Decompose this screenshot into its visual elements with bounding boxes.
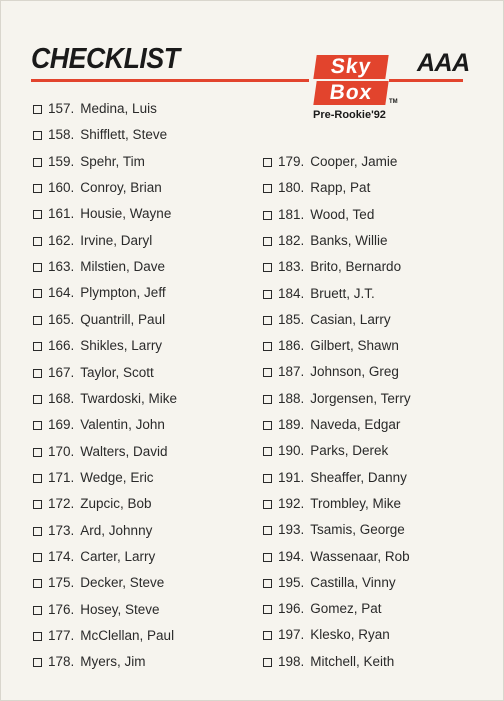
checkbox-icon[interactable] xyxy=(33,342,42,351)
card-number: 165. xyxy=(48,311,75,327)
checklist-item[interactable] xyxy=(33,548,155,566)
checkbox-icon[interactable] xyxy=(33,658,42,667)
player-name: Taylor, Scott xyxy=(80,364,154,380)
player-name: Jorgensen, Terry xyxy=(310,390,411,406)
checklist-item[interactable] xyxy=(33,337,162,355)
card-number: 180. xyxy=(278,180,305,196)
card-number: 185. xyxy=(278,311,305,327)
player-name: Bruett, J.T. xyxy=(310,285,375,301)
checklist-item[interactable] xyxy=(33,390,177,408)
player-name: Myers, Jim xyxy=(80,654,146,670)
player-name: Brito, Bernardo xyxy=(310,259,402,275)
checklist-item[interactable] xyxy=(263,206,374,224)
checkbox-icon[interactable] xyxy=(33,606,42,615)
card-number: 177. xyxy=(48,628,75,643)
player-name: Banks, Willie xyxy=(310,232,388,248)
checkbox-icon[interactable] xyxy=(33,395,42,404)
checklist-item[interactable] xyxy=(33,443,168,461)
player-name: Ard, Johnny xyxy=(80,522,153,538)
card-number: 196. xyxy=(278,601,305,617)
card-number: 176. xyxy=(48,601,75,617)
card-number: 194. xyxy=(278,548,305,564)
checkbox-icon[interactable] xyxy=(263,342,272,351)
checkbox-icon[interactable] xyxy=(263,500,272,509)
player-name: Castilla, Vinny xyxy=(310,574,396,590)
checklist-item[interactable] xyxy=(33,284,166,302)
player-name: Sheaffer, Danny xyxy=(310,469,407,485)
checkbox-icon[interactable] xyxy=(33,237,42,246)
card-number: 171. xyxy=(48,469,75,485)
player-name: Rapp, Pat xyxy=(310,180,371,196)
checklist-item[interactable] xyxy=(263,548,410,566)
card-number: 181. xyxy=(278,206,305,222)
player-name: Trombley, Mike xyxy=(310,495,402,511)
checklist-item[interactable] xyxy=(33,100,157,118)
checklist-item[interactable] xyxy=(33,653,146,671)
player-name: Wedge, Eric xyxy=(80,469,154,485)
checklist-item[interactable] xyxy=(33,258,165,276)
card-number: 168. xyxy=(48,390,75,406)
checkbox-icon[interactable] xyxy=(263,368,272,377)
checkbox-icon[interactable] xyxy=(263,158,272,167)
page-title: CHECKLIST xyxy=(31,43,180,75)
player-name: Carter, Larry xyxy=(80,548,156,564)
checklist-item[interactable] xyxy=(33,627,174,645)
card-number: 193. xyxy=(278,522,305,538)
player-name: Johnson, Greg xyxy=(310,364,399,380)
player-name: Wood, Ted xyxy=(310,206,375,222)
player-name: Twardoski, Mike xyxy=(80,390,178,406)
player-name: Gomez, Pat xyxy=(310,601,382,617)
player-name: Valentin, John xyxy=(80,417,165,433)
card-number: 158. xyxy=(48,127,75,143)
checklist-item[interactable] xyxy=(33,416,165,434)
skybox-logo xyxy=(315,55,387,105)
checklist-item[interactable] xyxy=(263,574,396,592)
checklist-item[interactable] xyxy=(263,311,391,329)
trademark-mark: TM xyxy=(389,99,398,105)
card-number: 170. xyxy=(48,443,75,459)
checkbox-icon[interactable] xyxy=(263,658,272,667)
checklist-item[interactable] xyxy=(263,442,388,460)
card-number: 188. xyxy=(278,390,305,406)
checkbox-icon[interactable] xyxy=(33,500,42,509)
league-level: AAA xyxy=(417,49,470,77)
card-number: 174. xyxy=(48,548,75,564)
player-name: Spehr, Tim xyxy=(80,153,145,169)
card-number: 175. xyxy=(48,575,75,591)
checklist-item[interactable] xyxy=(263,469,407,487)
checkbox-icon[interactable] xyxy=(33,527,42,536)
checkbox-icon[interactable] xyxy=(263,605,272,614)
checkbox-icon[interactable] xyxy=(263,211,272,220)
checklist-item[interactable] xyxy=(33,205,171,223)
player-name: Gilbert, Shawn xyxy=(310,338,399,354)
checklist-item[interactable] xyxy=(263,363,399,381)
card-number: 191. xyxy=(278,469,305,485)
checklist-item[interactable] xyxy=(263,258,401,276)
card-number: 173. xyxy=(48,522,75,538)
checklist-item[interactable] xyxy=(263,285,375,303)
checklist-item[interactable] xyxy=(263,153,397,171)
player-name: Irvine, Daryl xyxy=(80,232,153,248)
player-name: Medina, Luis xyxy=(80,101,157,116)
checkbox-icon[interactable] xyxy=(33,210,42,219)
checkbox-icon[interactable] xyxy=(33,579,42,588)
player-name: Hosey, Steve xyxy=(80,601,160,617)
checklist-item[interactable] xyxy=(263,600,382,618)
player-name: Klesko, Ryan xyxy=(310,627,390,643)
checkbox-icon[interactable] xyxy=(33,263,42,272)
card-number: 172. xyxy=(48,496,75,512)
card-number: 164. xyxy=(48,285,75,301)
player-name: Milstien, Dave xyxy=(80,259,166,275)
card-number: 186. xyxy=(278,338,305,354)
checkbox-icon[interactable] xyxy=(33,158,42,167)
title-rule-left xyxy=(31,79,309,82)
checkbox-icon[interactable] xyxy=(263,184,272,193)
card-number: 161. xyxy=(48,206,75,222)
card-number: 179. xyxy=(278,154,305,169)
logo-word-box: Box xyxy=(313,81,388,105)
checklist-item[interactable] xyxy=(263,390,411,408)
player-name: Casian, Larry xyxy=(310,311,391,327)
card-number: 167. xyxy=(48,364,75,380)
checklist-item[interactable] xyxy=(33,179,162,197)
checkbox-icon[interactable] xyxy=(33,316,42,325)
player-name: Naveda, Edgar xyxy=(310,417,401,432)
player-name: Wassenaar, Rob xyxy=(310,548,410,564)
checklist-item[interactable] xyxy=(33,126,167,144)
player-name: Shifflett, Steve xyxy=(80,127,168,143)
checkbox-icon[interactable] xyxy=(33,184,42,193)
card-number: 195. xyxy=(278,574,305,590)
checklist-item[interactable] xyxy=(33,574,164,592)
checkbox-icon[interactable] xyxy=(33,369,42,378)
player-name: Shikles, Larry xyxy=(80,338,163,354)
checkbox-icon[interactable] xyxy=(33,421,42,430)
checklist-item[interactable] xyxy=(33,153,145,171)
card-number: 160. xyxy=(48,180,75,196)
checkbox-icon[interactable] xyxy=(33,632,42,641)
checkbox-icon[interactable] xyxy=(263,316,272,325)
player-name: Conroy, Brian xyxy=(80,180,162,196)
checkbox-icon[interactable] xyxy=(33,131,42,140)
checklist-item[interactable] xyxy=(263,179,370,197)
checklist-item[interactable] xyxy=(263,232,388,250)
card-number: 162. xyxy=(48,232,75,248)
checklist-item[interactable] xyxy=(33,469,154,487)
player-name: Cooper, Jamie xyxy=(310,154,398,169)
checkbox-icon[interactable] xyxy=(263,421,272,430)
checklist-item[interactable] xyxy=(263,653,394,671)
card-number: 157. xyxy=(48,101,75,116)
card-number: 182. xyxy=(278,232,305,248)
checkbox-icon[interactable] xyxy=(263,395,272,404)
player-name: Housie, Wayne xyxy=(80,206,172,222)
checkbox-icon[interactable] xyxy=(33,105,42,114)
player-name: Zupcic, Bob xyxy=(80,496,152,512)
checkbox-icon[interactable] xyxy=(263,631,272,640)
card-number: 169. xyxy=(48,417,75,433)
checklist-item[interactable] xyxy=(263,626,390,644)
checklist-item[interactable] xyxy=(263,495,401,513)
checklist-item[interactable] xyxy=(33,601,160,619)
card-number: 184. xyxy=(278,285,305,301)
checklist-item[interactable] xyxy=(33,495,152,513)
checklist-item[interactable] xyxy=(33,311,165,329)
player-name: Mitchell, Keith xyxy=(310,653,395,669)
checklist-item[interactable] xyxy=(33,232,152,250)
checkbox-icon[interactable] xyxy=(263,526,272,535)
player-name: Plympton, Jeff xyxy=(80,285,166,301)
player-name: Walters, David xyxy=(80,443,168,459)
checkbox-icon[interactable] xyxy=(263,263,272,272)
logo-word-sky: Sky xyxy=(313,55,388,79)
card-number: 187. xyxy=(278,364,305,380)
checkbox-icon[interactable] xyxy=(263,447,272,456)
card-number: 190. xyxy=(278,443,305,459)
card-number: 189. xyxy=(278,417,305,432)
set-subtitle: Pre-Rookie'92 xyxy=(313,109,386,121)
checklist-item[interactable] xyxy=(33,364,154,382)
checkbox-icon[interactable] xyxy=(33,448,42,457)
card-number: 197. xyxy=(278,627,305,643)
player-name: McClellan, Paul xyxy=(80,628,175,643)
checkbox-icon[interactable] xyxy=(263,553,272,562)
checklist-item[interactable] xyxy=(263,521,405,539)
player-name: Tsamis, George xyxy=(310,522,405,538)
card-number: 166. xyxy=(48,338,75,354)
checkbox-icon[interactable] xyxy=(263,237,272,246)
card-number: 159. xyxy=(48,153,75,169)
checkbox-icon[interactable] xyxy=(263,474,272,483)
card-number: 183. xyxy=(278,259,305,275)
checkbox-icon[interactable] xyxy=(33,289,42,298)
checkbox-icon[interactable] xyxy=(263,290,272,299)
card-number: 178. xyxy=(48,654,75,670)
player-name: Quantrill, Paul xyxy=(80,311,166,327)
card-number: 198. xyxy=(278,653,305,669)
checkbox-icon[interactable] xyxy=(263,579,272,588)
checklist-item[interactable] xyxy=(263,416,400,434)
card-number: 192. xyxy=(278,495,305,511)
checklist-item[interactable] xyxy=(263,337,399,355)
player-name: Decker, Steve xyxy=(80,575,165,591)
card-number: 163. xyxy=(48,259,75,275)
title-rule-right xyxy=(389,79,463,82)
checklist-item[interactable] xyxy=(33,522,152,540)
player-name: Parks, Derek xyxy=(310,443,389,459)
checkbox-icon[interactable] xyxy=(33,553,42,562)
checkbox-icon[interactable] xyxy=(33,474,42,483)
